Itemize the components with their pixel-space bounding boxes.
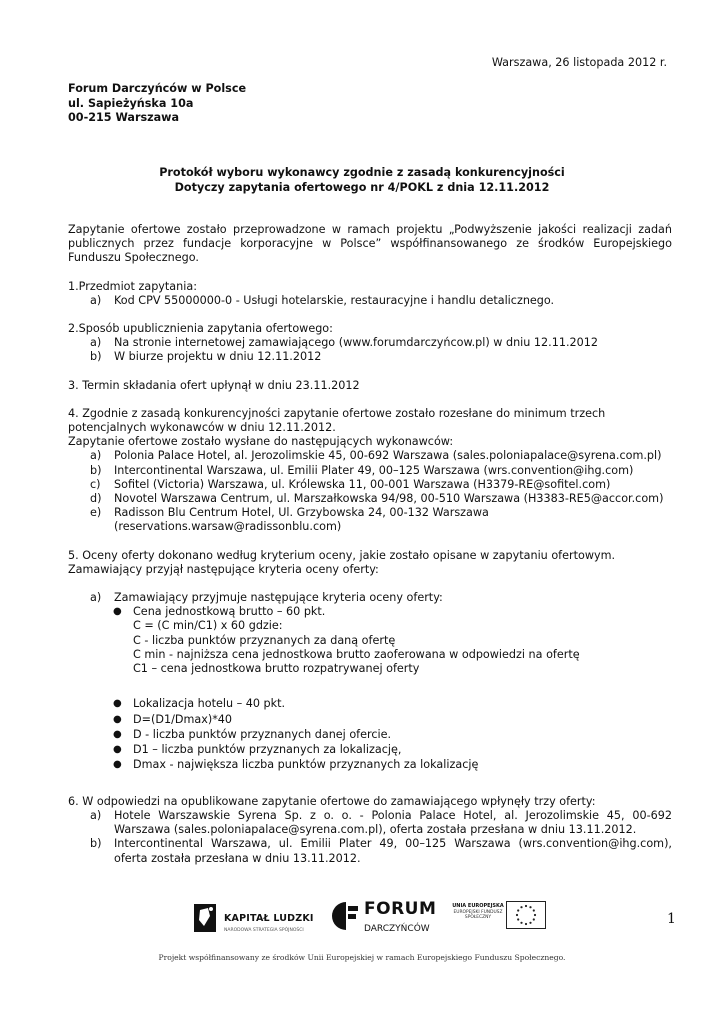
bullet-item: ● Dmax - największa liczba punktów przyznanych za lokalizację xyxy=(113,758,479,772)
section-2-list xyxy=(68,336,672,364)
bullet-icon: ● xyxy=(113,606,122,618)
list-item: a) Zamawiający przyjmuje następujące kryteria oceny oferty: xyxy=(90,591,443,605)
bullet-icon: ● xyxy=(113,744,122,756)
page-number: 1 xyxy=(667,911,676,927)
list-item: b) Intercontinental Warszawa, ul. Emilii Plater 49, 00–125 Warszawa (wrs.convention@ihg.com), oferta została przesłana w dniu 13.11.2012. xyxy=(90,837,672,865)
eu-flag-icon xyxy=(506,901,546,929)
section-6-heading: 6. W odpowiedzi na opublikowane zapytanie ofertowe do zamawiającego wpłynęły trzy oferty: xyxy=(68,794,596,808)
title-line-1: Protokół wyboru wykonawcy zgodnie z zasadą konkurencyjności xyxy=(159,166,565,179)
bullet-item: ● D - liczba punktów przyznanych danej ofercie. xyxy=(113,727,392,741)
address-line: 00-215 Warszawa xyxy=(68,111,180,124)
list-item: b) Intercontinental Warszawa, ul. Emilii Plater 49, 00–125 Warszawa (wrs.convention@ihg.com) xyxy=(90,463,634,477)
forum-darczyncow-logo: FORUM DARCZYŃCÓW xyxy=(332,898,452,938)
footer-logos xyxy=(190,898,550,940)
price-formula: C = (C min/C1) x 60 gdzie: C - liczba punktów przyznanych za daną ofertę C min - najniższa cena jednostkowa brutto zaoferowana w odpowiedzi na ofertę C1 – cena jednostkowa brutto rozpatrywanej oferty xyxy=(133,619,580,676)
bullet-item: ● Cena jednostkową brutto – 60 pkt. xyxy=(113,605,326,619)
sender-address xyxy=(68,82,246,126)
funding-note: Projekt współfinansowany ze środków Unii Europejskiej w ramach Europejskiego Funduszu Społecznego. xyxy=(158,953,566,962)
list-item: a) Polonia Palace Hotel, al. Jerozolimskie 45, 00-692 Warszawa (sales.poloniapalace@syrena.com.pl) xyxy=(90,449,662,463)
list-item: d) Novotel Warszawa Centrum, ul. Marszałkowska 94/98, 00-510 Warszawa (H3383-RE5@accor.com) xyxy=(90,492,664,506)
list-item: e) Radisson Blu Centrum Hotel, Ul. Grzybowska 24, 00-132 Warszawa (reservations.warsaw@radissonblu.com) xyxy=(90,506,489,534)
section-2-heading: 2.Sposób upublicznienia zapytania ofertowego: xyxy=(68,322,333,336)
section-5-heading: 5. Oceny oferty dokonano według kryterium oceny, jakie zostało opisane w zapytaniu ofertowym. xyxy=(68,548,616,562)
bullet-icon: ● xyxy=(113,759,122,771)
bullet-icon: ● xyxy=(113,698,122,710)
section-5-subheading: Zamawiający przyjął następujące kryteria oceny oferty: xyxy=(68,562,379,576)
address-line: Forum Darczyńców w Polsce xyxy=(68,82,247,95)
price-criterion xyxy=(68,605,672,619)
section-1-heading: 1.Przedmiot zapytania: xyxy=(68,279,197,293)
list-item: a) Na stronie internetowej zamawiającego (www.forumdarczyńcow.pl) w dniu 12.11.2012 xyxy=(90,336,598,350)
intro-paragraph: Zapytanie ofertowe zostało przeprowadzone w ramach projektu „Podwyższenie jakości realizacji zadań publicznych przez fundacje korporacyjne w Polsce” współfinansowanego ze środków Europejskiego Funduszu Społecznego. xyxy=(68,223,672,265)
kapital-ludzki-emblem-icon xyxy=(190,900,220,936)
section-1-list xyxy=(68,294,672,308)
forum-emblem-icon xyxy=(332,898,362,934)
document-date: Warszawa, 26 listopada 2012 r. xyxy=(491,56,667,69)
bullet-item: ● D1 – liczba punktów przyznanych za lokalizację, xyxy=(113,743,402,757)
list-item: a) Hotele Warszawskie Syrena Sp. z o. o. - Polonia Palace Hotel, al. Jerozolimskie 45, 00-692 Warszawa (sales.poloniapalace@syrena.com.pl), oferta została przesłana w dniu 13.11.2012. xyxy=(90,808,672,837)
list-item: c) Sofitel (Victoria) Warszawa, ul. Królewska 11, 00-001 Warszawa (H3379-RE@sofitel.com) xyxy=(90,477,611,491)
title-line-2: Dotyczy zapytania ofertowego nr 4/POKL z dnia 12.11.2012 xyxy=(174,180,550,194)
location-criterion xyxy=(68,696,672,772)
address-line: ul. Sapieżyńska 10a xyxy=(68,96,194,110)
document-body xyxy=(68,223,672,866)
bullet-item: ● D=(D1/Dmax)*40 xyxy=(113,712,233,726)
eu-logo: UNIA EUROPEJSKA EUROPEJSKI FUNDUSZ SPOŁECZNY xyxy=(452,901,552,937)
list-item: a) Kod CPV 55000000-0 - Usługi hotelarskie, restauracyjne i handlu detalicznego. xyxy=(90,293,555,307)
document-title xyxy=(68,166,656,195)
section-5-list xyxy=(68,591,672,605)
section-4-subheading: Zapytanie ofertowe zostało wysłane do następujących wykonawców: xyxy=(68,435,454,449)
bullet-item: ● Lokalizacja hotelu – 40 pkt. xyxy=(113,697,286,711)
section-6-list xyxy=(68,809,672,866)
list-item: b) W biurze projektu w dniu 12.11.2012 xyxy=(90,350,322,364)
section-3-heading: 3. Termin składania ofert upłynął w dniu 23.11.2012 xyxy=(68,378,360,392)
section-4-heading: 4. Zgodnie z zasadą konkurencyjności zapytanie ofertowe zostało rozesłane do minimum trzech potencjalnych wykonawców w dniu 12.11.2012. xyxy=(68,406,606,435)
bullet-icon: ● xyxy=(113,713,122,725)
section-4-list xyxy=(68,449,672,534)
kapital-ludzki-logo: KAPITAŁ LUDZKI NARODOWA STRATEGIA SPÓJNOŚCI xyxy=(190,900,340,938)
bullet-icon: ● xyxy=(113,728,122,740)
